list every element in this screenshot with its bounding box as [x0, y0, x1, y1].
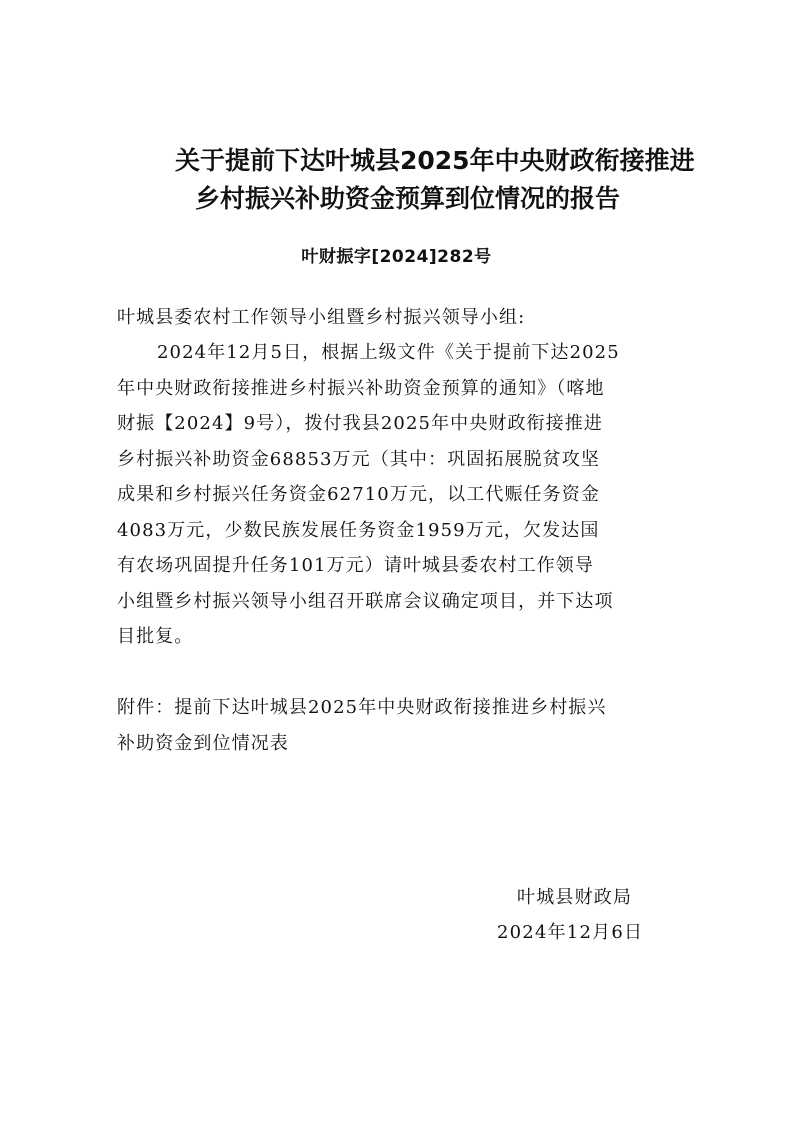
- body-line: 年中央财政衔接推进乡村振兴补助资金预算的通知》（喀地: [117, 377, 605, 399]
- signature-date: 2024年12月6日: [497, 922, 644, 943]
- body-line: 2024年12月5日，根据上级文件《关于提前下达2025: [157, 342, 620, 363]
- body-line: 有农场巩固提升任务101万元）请叶城县委农村工作领导: [117, 555, 594, 576]
- body-paragraph: [117, 335, 677, 655]
- body-line: 财振【2024】9号），拨付我县2025年中央财政衔接推进: [117, 413, 603, 434]
- salutation: 叶城县委农村工作领导小组暨乡村振兴领导小组:: [117, 307, 526, 328]
- body-line: 目批复。: [117, 626, 194, 647]
- document-title-line-2: 乡村振兴补助资金预算到位情况的报告: [195, 184, 621, 213]
- body-line: 成果和乡村振兴任务资金62710万元，以工代赈任务资金: [117, 484, 600, 505]
- body-line: 乡村振兴补助资金68853万元（其中：巩固拓展脱贫攻坚: [117, 448, 600, 470]
- body-line: 小组暨乡村振兴领导小组召开联席会议确定项目，并下达项: [117, 590, 614, 612]
- attachment-line: 附件：提前下达叶城县2025年中央财政衔接推进乡村振兴: [117, 697, 607, 718]
- document-number: 叶财振字[2024]282号: [301, 247, 492, 267]
- signature-organization: 叶城县财政局: [517, 887, 633, 908]
- attachment-line: 补助资金到位情况表: [117, 732, 289, 754]
- document-title-line-1: 关于提前下达叶城县2025年中央财政衔接推进: [175, 146, 695, 175]
- body-line: 4083万元，少数民族发展任务资金1959万元，欠发达国: [117, 519, 600, 541]
- attachment-note: [117, 690, 677, 761]
